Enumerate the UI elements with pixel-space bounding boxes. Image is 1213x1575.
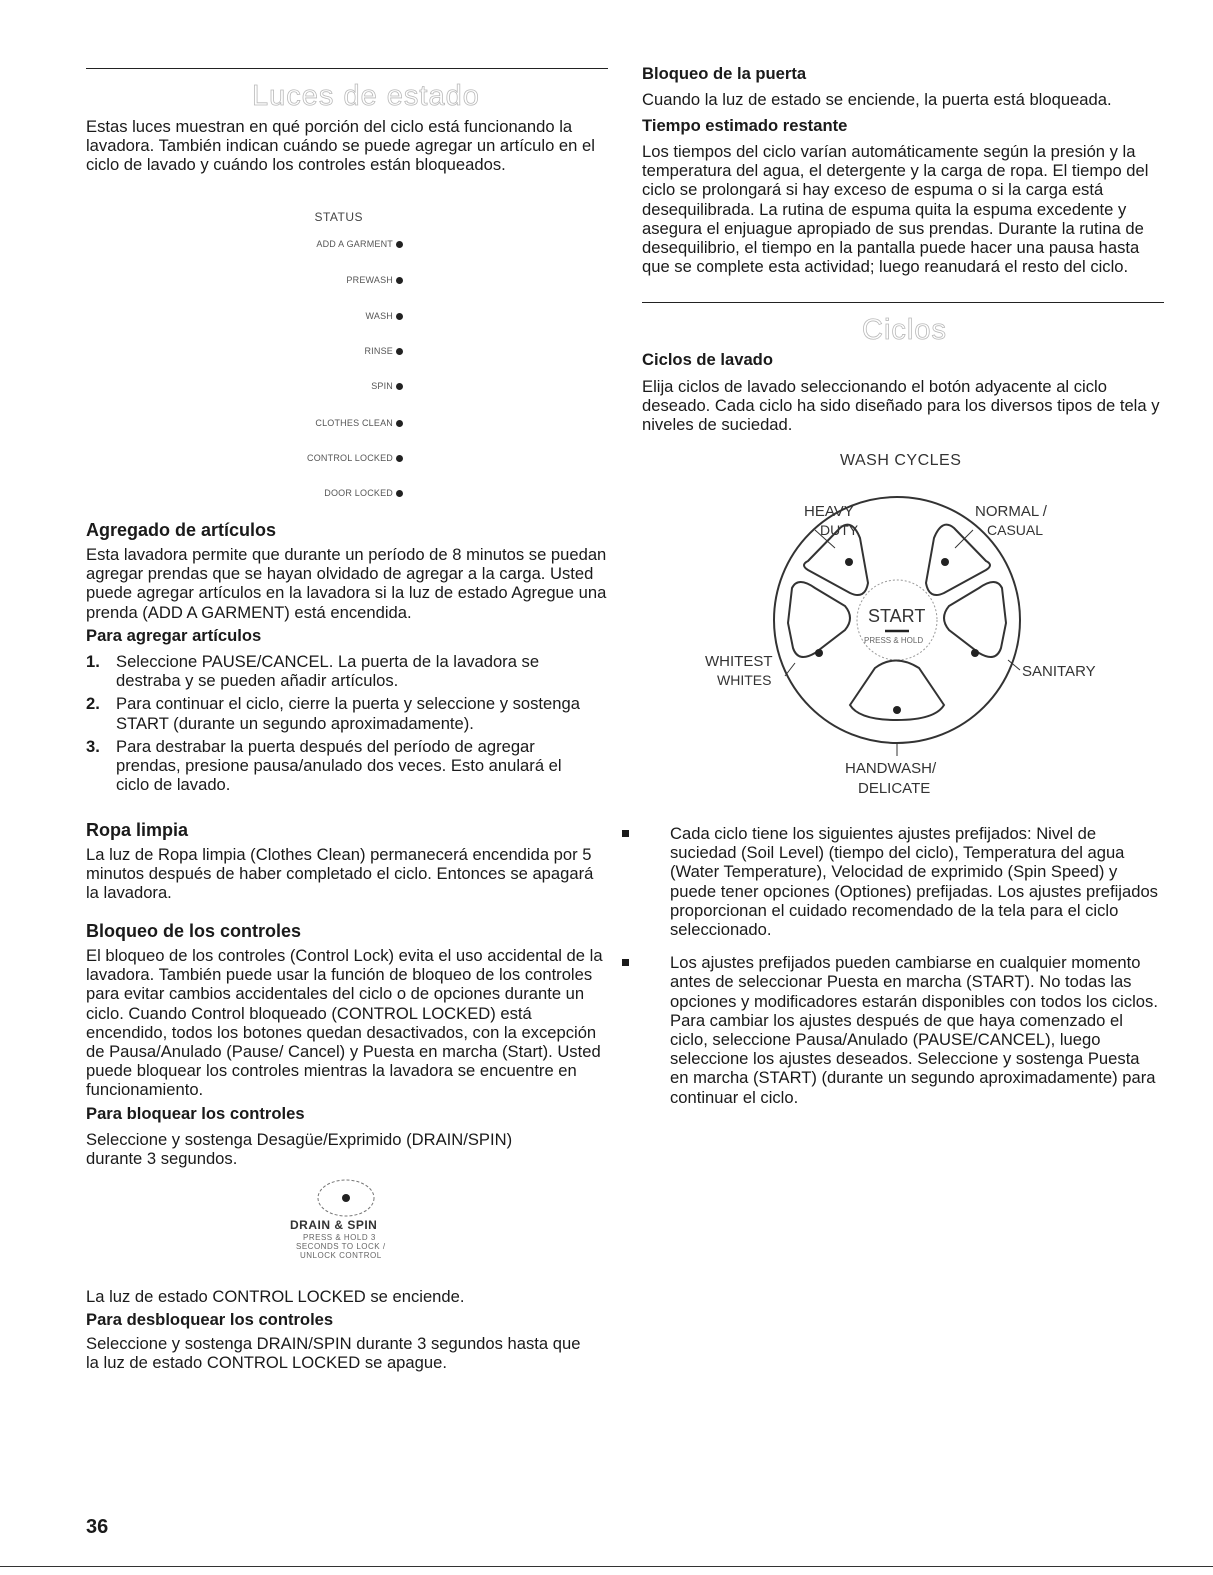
rule-cycles <box>642 302 1164 303</box>
time-remaining-text: Los tiempos del ciclo varían automáticamente según la presión y la temperatura del agua, el detergente y la carga de ropa. El tiempo del ciclo se prolongará si hay exceso de espuma o si la carga está desequilibrada. La rutina de espuma quita la espuma excedente y asegura el enjuague apropiado de sus prendas. Durante la rutina de desequilibrio, el tiempo en la pantalla puede hacer una pausa hasta que se complete esta actividad; luego reanudará el resto del ciclo. <box>642 142 1149 277</box>
status-heading: STATUS <box>314 210 363 224</box>
add-items-steps <box>86 652 586 798</box>
step-number: 3. <box>86 736 100 756</box>
cycle-label-duty: DUTY <box>820 522 859 538</box>
clothes-clean-text: La luz de Ropa limpia (Clothes Clean) permanecerá encendida por 5 minutos después de haber completado el ciclo. Entonces se apagará la lavadora. <box>86 845 594 903</box>
step-text: Para destrabar la puerta después del período de agregar prendas, presione pausa/anulado dos veces. Esto anulará el ciclo de lavado. <box>116 736 562 795</box>
heading-unlock-controls: Para desbloquear los controles <box>86 1310 334 1329</box>
status-light-label: CONTROL LOCKED <box>307 453 393 463</box>
diagram-title: WASH CYCLES <box>840 452 962 469</box>
indicator-dot-icon <box>396 241 403 248</box>
cycle-label-normal: NORMAL / <box>975 503 1047 520</box>
list-item <box>620 953 1160 1107</box>
cycle-notes-list <box>620 824 1160 1121</box>
step-item <box>86 694 586 732</box>
drain-spin-button-icon <box>276 1178 426 1218</box>
status-light-prewash <box>346 275 403 285</box>
start-press-hold: PRESS & HOLD <box>864 636 924 645</box>
status-light-label: CLOTHES CLEAN <box>315 418 393 428</box>
step-text: Para continuar el ciclo, cierre la puerta y seleccione y sostenga START (durante un segundo aproximadamente). <box>116 694 580 733</box>
indicator-dot-icon <box>396 455 403 462</box>
drain-spin-button-illustration <box>276 1178 426 1278</box>
cycle-label-whites: WHITES <box>717 672 772 688</box>
add-items-text: Esta lavadora permite que durante un período de 8 minutos se puedan agregar prendas que se hayan olvidado de agregar a la carga. Usted puede agregar artículos en la lavadora si la luz de estado Agregue una prenda (ADD A GARMENT) está encendida. <box>86 545 607 622</box>
status-light-label: RINSE <box>364 346 393 356</box>
cycle-label-casual: CASUAL <box>987 522 1044 538</box>
status-light-control-locked <box>307 453 403 463</box>
heading-clothes-clean: Ropa limpia <box>86 820 189 840</box>
status-light-label: SPIN <box>371 381 393 391</box>
status-intro: Estas luces muestran en qué porción del ciclo está funcionando la lavadora. También indican cuándo se puede agregar un artículo en el ciclo de lavado y cuándo los controles están bloqueados. <box>86 117 595 175</box>
heading-door-lock: Bloqueo de la puerta <box>642 64 807 83</box>
indicator-dot-icon <box>396 420 403 427</box>
start-button: START <box>868 606 926 626</box>
step-number: 2. <box>86 694 100 714</box>
status-lights-panel <box>86 200 608 510</box>
list-item <box>620 824 1160 939</box>
step-item <box>86 652 586 690</box>
top-rule-left <box>86 68 608 69</box>
list-item-text: Cada ciclo tiene los siguientes ajustes prefijados: Nivel de suciedad (Soil Level) (tiempo del ciclo), Temperatura del agua (Water Temperature), Velocidad de exprimido (Spin Speed) y puede tener opciones (Optiones) prefijadas. Los ajustes prefijados proporcionan el cuidado recomendado de la tela para el ciclo seleccionado. <box>670 824 1158 940</box>
cycle-label-sanitary: SANITARY <box>1022 663 1096 680</box>
section-title-cycles: Ciclos <box>862 314 947 346</box>
list-item-text: Los ajustes prefijados pueden cambiarse en cualquier momento antes de seleccionar Puesta en marcha (START). No todas las opciones y modificadores estarán disponibles con todos los ciclos. Para cambiar los ajustes después de que haya comenzado el ciclo, seleccione Pausa/Anulado (PAUSE/CANCEL), luego seleccione los ajustes deseados. Seleccione y sostenga Puesta en marcha (START) (durante un segundo aproximadamente) para continuar el ciclo. <box>670 953 1158 1107</box>
step-item <box>86 737 586 795</box>
status-light-add-garment <box>316 239 403 249</box>
heading-wash-cycles: Ciclos de lavado <box>642 350 773 369</box>
control-locked-light-text: La luz de estado CONTROL LOCKED se enciende. <box>86 1287 465 1306</box>
drain-spin-sub-3: UNLOCK CONTROL <box>300 1251 382 1260</box>
status-light-wash <box>366 311 403 321</box>
drain-spin-sub-1: PRESS & HOLD 3 <box>303 1233 376 1242</box>
step-number: 1. <box>86 652 100 671</box>
unlock-controls-text: Seleccione y sostenga DRAIN/SPIN durante 3 segundos hasta que la luz de estado CONTROL LOCKED se apague. <box>86 1334 581 1373</box>
status-light-label: ADD A GARMENT <box>316 239 393 249</box>
step-text: Seleccione PAUSE/CANCEL. La puerta de la lavadora se destraba y se pueden añadir artículos. <box>116 652 540 691</box>
cycle-label-whitest: WHITEST <box>705 653 773 670</box>
indicator-dot-icon <box>396 277 403 284</box>
heading-to-add-items: Para agregar artículos <box>86 626 262 645</box>
bullet-square-icon <box>622 959 629 966</box>
indicator-dot-icon <box>396 490 403 497</box>
door-lock-text: Cuando la luz de estado se enciende, la puerta está bloqueada. <box>642 90 1112 109</box>
heading-control-lock: Bloqueo de los controles <box>86 921 302 941</box>
status-light-label: PREWASH <box>346 275 393 285</box>
cycle-label-heavy: HEAVY <box>804 503 854 520</box>
bullet-square-icon <box>622 830 629 837</box>
status-light-spin <box>371 381 403 391</box>
status-light-clothes-clean <box>315 418 403 428</box>
heading-lock-controls: Para bloquear los controles <box>86 1104 305 1123</box>
cycle-label-delicate: DELICATE <box>858 780 931 797</box>
indicator-dot-icon <box>396 313 403 320</box>
bottom-rule <box>0 1566 1213 1567</box>
status-light-door-locked <box>324 488 403 498</box>
status-light-label: WASH <box>365 311 393 321</box>
status-light-rinse <box>364 346 403 356</box>
cycle-label-handwash: HANDWASH/ <box>845 760 937 777</box>
heading-time-remaining: Tiempo estimado restante <box>642 116 848 135</box>
drain-spin-label: DRAIN & SPIN <box>290 1218 378 1232</box>
wash-cycles-diagram <box>690 448 1160 818</box>
indicator-dot-icon <box>396 383 403 390</box>
wash-cycles-text: Elija ciclos de lavado seleccionando el botón adyacente al ciclo deseado. Cada ciclo ha sido diseñado para los diversos tipos de tela y niveles de suciedad. <box>642 377 1160 435</box>
lock-controls-text: Seleccione y sostenga Desagüe/Exprimido (DRAIN/SPIN) durante 3 segundos. <box>86 1130 513 1169</box>
page-number: 36 <box>86 1516 109 1538</box>
drain-spin-sub-2: SECONDS TO LOCK / <box>296 1242 386 1251</box>
indicator-dot-icon <box>396 348 403 355</box>
heading-add-items: Agregado de artículos <box>86 520 277 540</box>
control-lock-text: El bloqueo de los controles (Control Lock) evita el uso accidental de la lavadora. También puede usar la función de bloqueo de los controles para evitar cambios accidentales del ciclo o de opciones durante un ciclo. Cuando Control bloqueado (CONTROL LOCKED) está encendido, todos los botones quedan desactivados, con la excepción de Pausa/Anulado (Pause/ Cancel) y Puesta en marcha (Start). Usted puede bloquear los controles mientras la lavadora se encuentre en funcionamiento. <box>86 946 603 1100</box>
status-light-label: DOOR LOCKED <box>324 488 393 498</box>
section-title-status-lights: Luces de estado <box>252 80 480 112</box>
